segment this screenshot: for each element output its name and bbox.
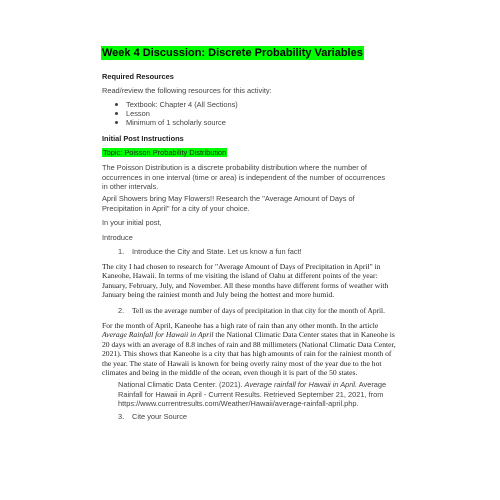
step-number: 2. bbox=[118, 306, 125, 315]
initial-post-heading-text: Initial Post Instructions bbox=[102, 134, 184, 143]
definition-line: occurrences in one interval (time or area) is independent of the number of occurrences bbox=[102, 172, 386, 182]
answer-line bbox=[102, 330, 402, 339]
list-item: Textbook: Chapter 4 (All Sections) bbox=[111, 100, 238, 109]
answer-line: the year. The state of Hawaii is known for being overly rainy most of the year due to the hot bbox=[102, 358, 382, 368]
step-text: Tell us the average number of days of precipitation in that city for the month of April. bbox=[132, 306, 385, 315]
answer-line: For the month of April, Kaneohe has a high rate of rain than any other month. In the article bbox=[102, 321, 379, 330]
initial-post-heading bbox=[102, 134, 184, 144]
answer-line: 2021). This shows that Kaneohe is a city that has high amounts of rain for the rainiest month of bbox=[102, 349, 392, 359]
citation-suffix: Average bbox=[357, 380, 387, 389]
definition-line: The Poisson Distribution is a discrete probability distribution where the number of bbox=[102, 163, 367, 172]
step-number: 1. bbox=[118, 247, 125, 256]
answer-line: The city I had chosen to research for "Average Amount of Days of Precipitation in April" in bbox=[102, 262, 381, 271]
step-2 bbox=[118, 306, 385, 316]
citation-line: Rainfall for Hawaii in April - Current Results. Retrieved September 21, 2021, from bbox=[118, 389, 384, 399]
citation-line bbox=[118, 380, 418, 390]
step-text: Cite your Source bbox=[132, 412, 188, 421]
answer-line: January being the rainiest month and July being the hottest and more humid. bbox=[102, 290, 335, 300]
required-resources-heading-text: Required Resources bbox=[102, 72, 174, 81]
citation-url: https://www.currentresults.com/Weather/Hawaii/average-rainfall-april.php. bbox=[118, 399, 359, 408]
answer-1 bbox=[102, 262, 402, 300]
answer-2 bbox=[102, 321, 402, 377]
poisson-definition bbox=[102, 163, 385, 192]
topic-highlight: Topic: Poisson Probability Distribution bbox=[103, 148, 227, 157]
answer-line-rest: the National Climatic Data Center states that in Kaneohe is bbox=[213, 330, 395, 340]
in-post-line: In your initial post, bbox=[102, 218, 162, 227]
topic-line bbox=[102, 148, 227, 158]
april-line: April Showers bring May Flowers!! Research the "Average Amount of Days of bbox=[102, 194, 355, 203]
answer-line: 20 days with an average of 8.8 inches of rain and 88 millimeters (National Climatic Data Center, bbox=[102, 339, 396, 349]
step-text: Introduce the City and State. Let us know a fun fact! bbox=[132, 247, 302, 256]
list-item: Minimum of 1 scholarly source bbox=[111, 118, 238, 127]
document-title: Week 4 Discussion: Discrete Probability Variables bbox=[102, 47, 363, 59]
step-3 bbox=[118, 412, 187, 422]
citation-prefix: National Climatic Data Center. (2021). bbox=[118, 380, 245, 389]
april-prompt bbox=[102, 194, 355, 213]
title-block bbox=[101, 43, 364, 61]
april-line: Precipitation in April" for a city of your choice. bbox=[102, 203, 250, 213]
citation bbox=[118, 380, 418, 409]
step-1 bbox=[118, 247, 302, 257]
resources-list bbox=[111, 100, 238, 127]
step-number: 3. bbox=[118, 412, 125, 421]
definition-line: in other intervals. bbox=[102, 182, 159, 191]
citation-title: Average rainfall for Hawaii in April. bbox=[244, 380, 358, 389]
answer-line: climates and being in the middle of the ocean, even though it is part of the 50 states. bbox=[102, 368, 358, 378]
required-resources-heading bbox=[102, 72, 174, 82]
article-title: Average Rainfall for Hawaii in April bbox=[102, 330, 214, 340]
answer-line: Kaneohe, Hawaii. In terms of me visiting the island of Oahu at different points of the year: bbox=[102, 271, 378, 281]
required-resources-intro: Read/review the following resources for this activity: bbox=[102, 86, 272, 95]
list-item: Lesson bbox=[111, 109, 238, 118]
answer-line: January, February, July, and November. All these months have different forms of weather with bbox=[102, 280, 389, 290]
introduce-line: Introduce bbox=[102, 233, 133, 242]
